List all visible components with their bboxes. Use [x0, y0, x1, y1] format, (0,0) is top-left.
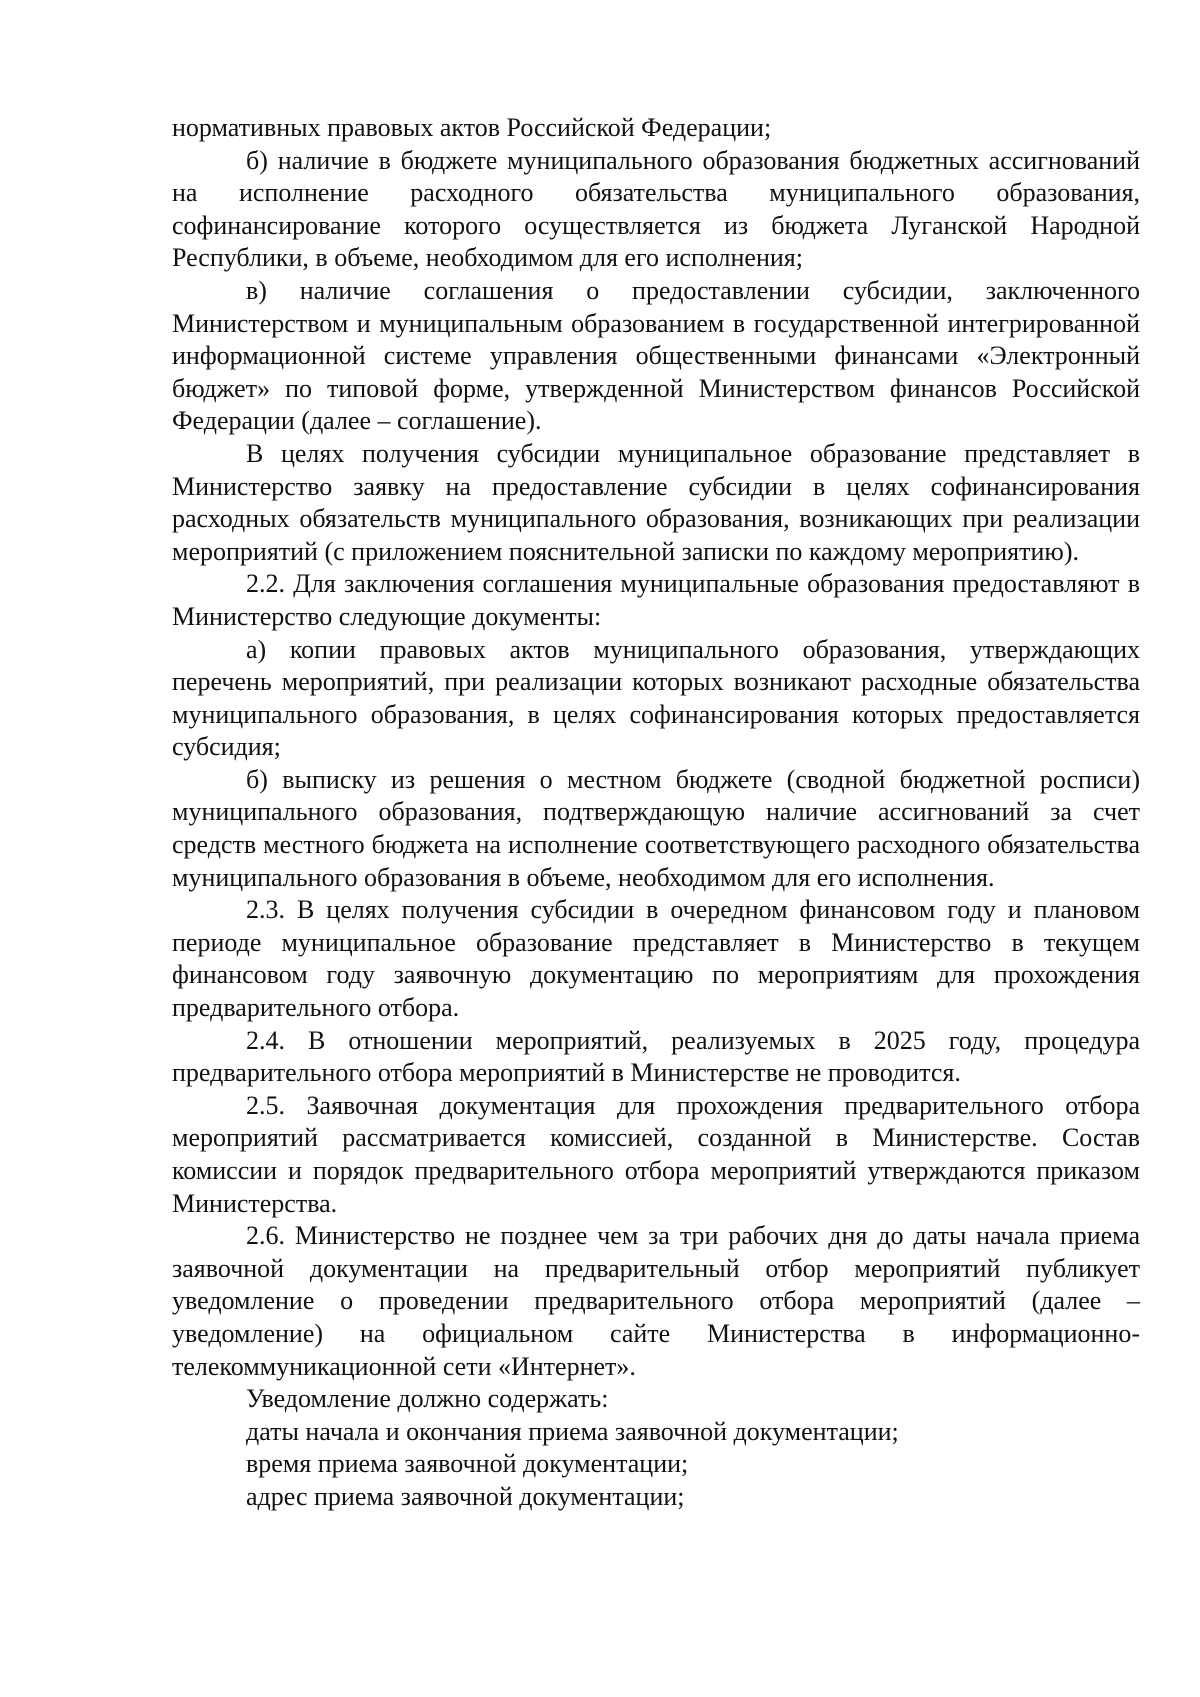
paragraph-5: 2.2. Для заключения соглашения муниципальные образования предоставляют в Министерство следующие документы:	[172, 569, 1140, 631]
paragraph-6: а) копии правовых актов муниципального образования, утверждающих перечень мероприятий, при реализации которых возникают расходные обязательства муниципального образования, в целях софинансирования которых предоставляется субсидия;	[172, 634, 1140, 762]
paragraph-3: в) наличие соглашения о предоставлении субсидии, заключенного Министерством и муниципальным образованием в государственной интегрированной информационной системе управления общественными финансами «Электронный бюджет» по типовой форме, утвержденной Министерством финансов Российской Федерации (далее – соглашение).	[172, 275, 1140, 436]
paragraph-7: б) выписку из решения о местном бюджете (сводной бюджетной росписи) муниципального образования, подтверждающую наличие ассигнований за счет средств местного бюджета на исполнение соответствующего расходного обязательства муниципального образования в объеме, необходимом для его исполнения.	[172, 764, 1140, 892]
document-page	[172, 112, 1140, 1514]
paragraph-4: В целях получения субсидии муниципальное образование представляет в Министерство заявку на предоставление субсидии в целях софинансирования расходных обязательств муниципального образования, возникающих при реализации мероприятий (с приложением пояснительной записки по каждому мероприятию).	[172, 438, 1140, 566]
paragraph-13: даты начала и окончания приема заявочной документации;	[246, 1416, 899, 1446]
paragraph-8: 2.3. В целях получения субсидии в очередном финансовом году и плановом периоде муниципальное образование представляет в Министерство в текущем финансовом году заявочную документацию по мероприятиям для прохождения предварительного отбора.	[172, 895, 1140, 1023]
paragraph-2: б) наличие в бюджете муниципального образования бюджетных ассигнований на исполнение расходного обязательства муниципального образования, софинансирование которого осуществляется из бюджета Луганской Народной Республики, в объеме, необходимом для его исполнения;	[172, 145, 1140, 273]
paragraph-15: адрес приема заявочной документации;	[246, 1481, 685, 1511]
paragraph-9: 2.4. В отношении мероприятий, реализуемых в 2025 году, процедура предварительного отбора мероприятий в Министерстве не проводится.	[172, 1025, 1140, 1088]
paragraph-10: 2.5. Заявочная документация для прохождения предварительного отбора мероприятий рассматривается комиссией, созданной в Министерстве. Состав комиссии и порядок предварительного отбора мероприятий утверждаются приказом Министерства.	[172, 1090, 1140, 1218]
paragraph-1: нормативных правовых актов Российской Федерации;	[172, 113, 772, 142]
paragraph-11: 2.6. Министерство не позднее чем за три рабочих дня до даты начала приема заявочной документации на предварительный отбор мероприятий публикует уведомление о проведении предварительного отбора мероприятий (далее – уведомление) на официальном сайте Министерства в информационно-телекоммуникационной сети «Интернет».	[172, 1221, 1140, 1381]
paragraph-12: Уведомление должно содержать:	[246, 1384, 609, 1414]
paragraph-14: время приема заявочной документации;	[246, 1449, 689, 1479]
